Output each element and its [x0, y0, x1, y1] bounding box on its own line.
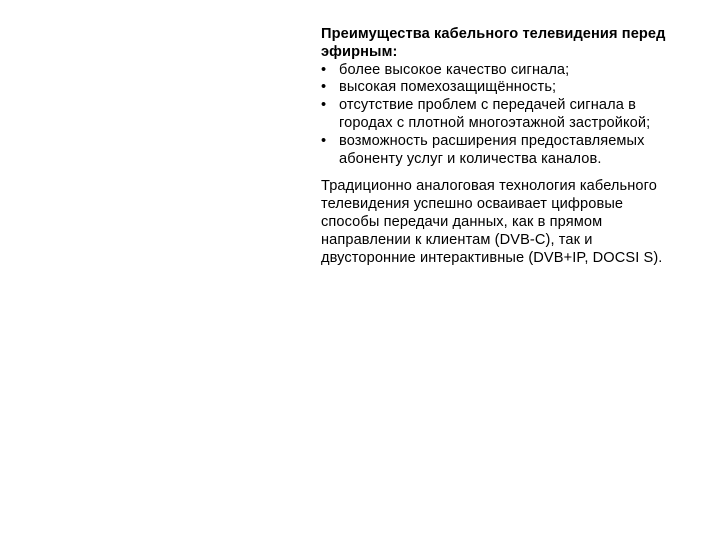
list-item	[321, 79, 681, 97]
slide-text-block	[321, 26, 681, 267]
bullet-icon: •	[321, 132, 327, 149]
advantages-heading: Преимущества кабельного телевидения перед эфирным:	[321, 26, 666, 60]
advantages-list	[321, 62, 681, 169]
list-item	[321, 62, 681, 80]
advantage-text: более высокое качество сигнала;	[339, 61, 570, 78]
bullet-icon: •	[321, 97, 327, 114]
technology-paragraph: Традиционно аналоговая технология кабельного телевидения успешно осваивает цифровые способы передачи данных, как в прямом направлении к клиентам (DVB-C), так и двусторонние интерактивные (DVB+IP, DOCSI S).	[321, 178, 663, 266]
list-item	[321, 133, 681, 169]
list-item	[321, 97, 681, 133]
bullet-icon: •	[321, 79, 327, 96]
bullet-icon: •	[321, 61, 327, 78]
advantage-text: высокая помехозащищённость;	[339, 79, 557, 96]
advantage-text: возможность расширения предоставляемых абоненту услуг и количества каналов.	[339, 132, 645, 167]
advantage-text: отсутствие проблем с передачей сигнала в городах с плотной многоэтажной застройкой;	[339, 97, 651, 131]
